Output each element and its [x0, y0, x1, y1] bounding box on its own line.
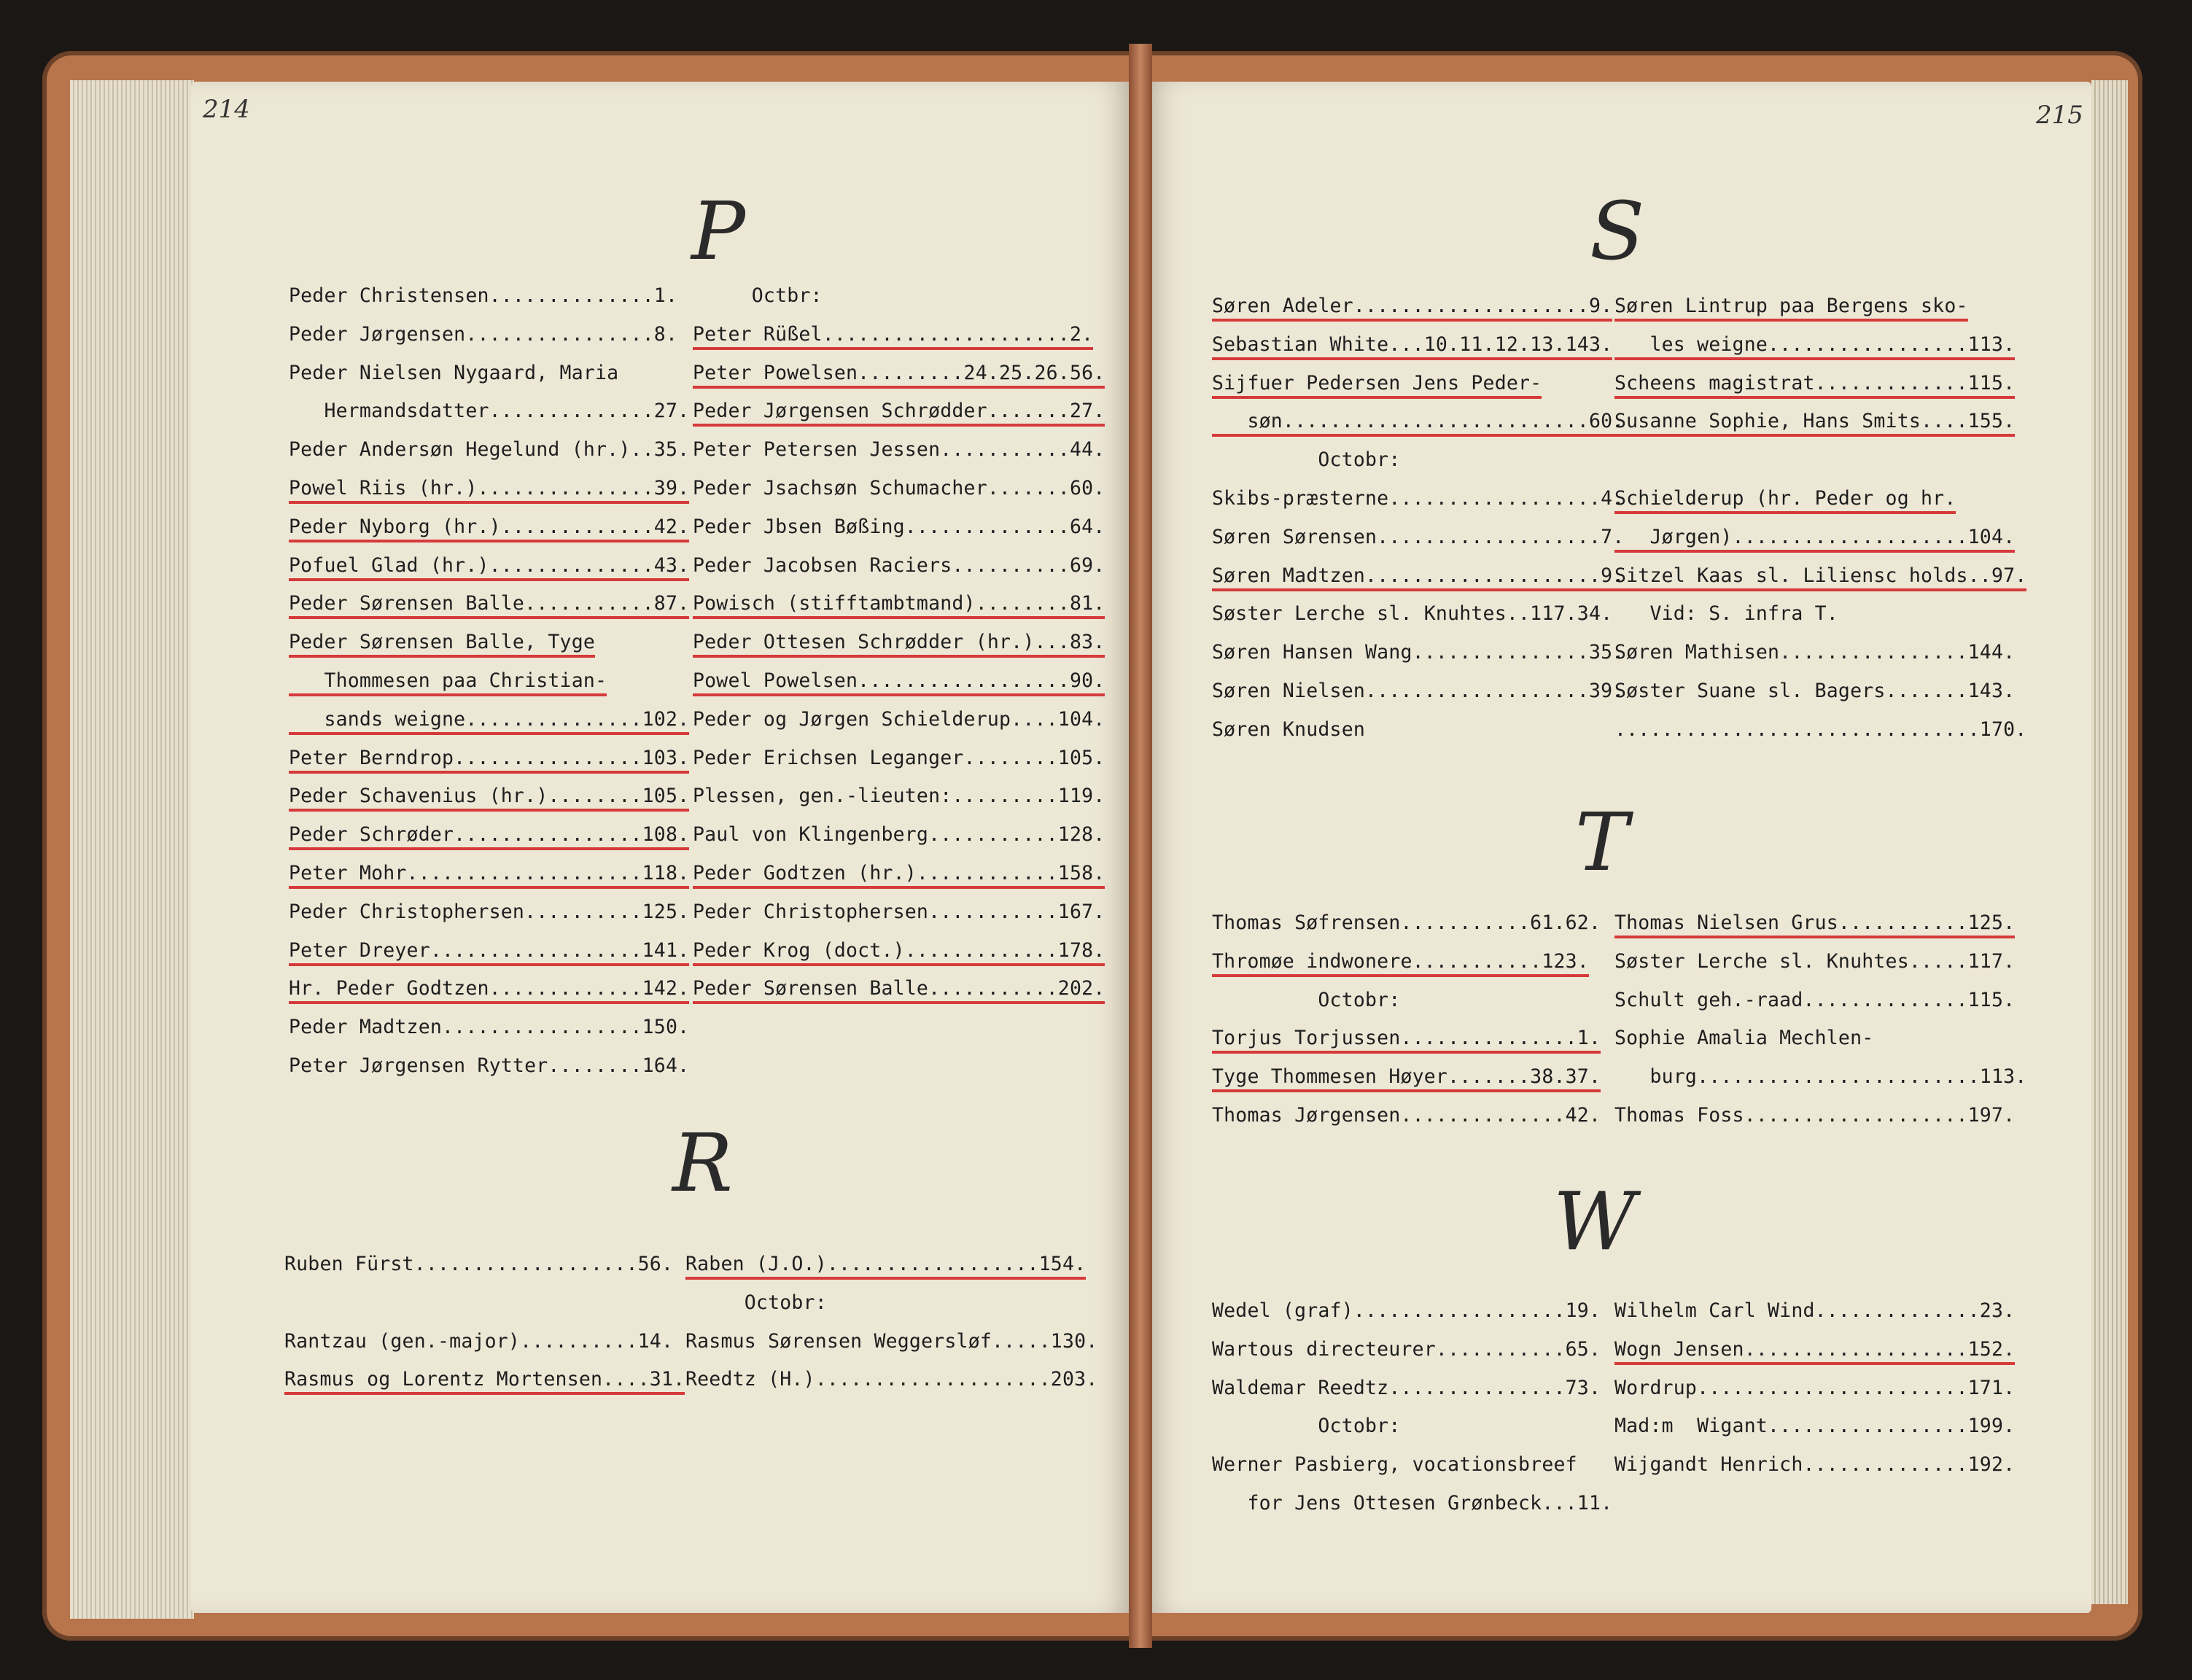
index-entry: Octobr:: [685, 1291, 827, 1314]
index-entry: Peter Dreyer..................141.: [289, 939, 689, 966]
page-edges-left: [70, 80, 194, 1619]
index-entry: Peder Christensen..............1.: [289, 284, 678, 307]
index-entry: Tyge Thommesen Høyer.......38.37.: [1212, 1065, 1601, 1092]
index-entry: Peder Sørensen Balle...........87.: [289, 592, 689, 619]
index-entry: Susanne Sophie, Hans Smits....155.: [1614, 410, 2015, 437]
index-entry: Peder Nielsen Nygaard, Maria: [289, 361, 619, 384]
index-entry: Peder Nyborg (hr.).............42.: [289, 516, 689, 542]
index-entry: Powel Riis (hr.)...............39.: [289, 477, 689, 504]
index-entry: Scheens magistrat.............115.: [1614, 372, 2015, 399]
index-entry: Pofuel Glad (hr.)..............43.: [289, 554, 689, 581]
index-entry: Peter Rüßel.....................2.: [693, 323, 1093, 350]
index-entry: Peder Sørensen Balle...........202.: [693, 977, 1105, 1004]
index-entry: Peder Ottesen Schrødder (hr.)...83.: [693, 631, 1105, 658]
index-entry: Peder Krog (doct.).............178.: [693, 939, 1105, 966]
index-entry: Peter Petersen Jessen...........44.: [693, 438, 1105, 462]
index-entry: Powisch (stifftambtmand)........81.: [693, 592, 1105, 619]
index-entry: Søren Knudsen: [1212, 718, 1366, 741]
index-entry: Peder Erichsen Leganger........105.: [693, 746, 1105, 769]
index-entry: Thomas Nielsen Grus...........125.: [1614, 911, 2015, 938]
index-entry: Wedel (graf)..................19.: [1212, 1299, 1601, 1322]
index-entry: Sijfuer Pedersen Jens Peder-: [1212, 372, 1542, 399]
index-entry: Peder Christophersen...........167.: [693, 900, 1105, 923]
index-entry: Søren Sørensen...................7.: [1212, 525, 1625, 548]
index-entry: Peter Jørgensen Rytter........164.: [289, 1054, 690, 1077]
index-entry: Octobr:: [1212, 448, 1401, 472]
index-entry: Søster Suane sl. Bagers.......143.: [1614, 680, 2016, 702]
section-letter-s: S: [1590, 184, 1645, 278]
index-entry: Peder Sørensen Balle, Tyge: [289, 631, 595, 658]
page-number-right: 215: [2036, 101, 2083, 130]
section-letter-p: P: [691, 184, 746, 278]
index-entry: Søster Lerche sl. Knuhtes.....117.: [1614, 949, 2016, 973]
index-entry: Paul von Klingenberg...........128.: [693, 823, 1105, 847]
index-entry: Werner Pasbierg, vocationsbreef: [1212, 1453, 1577, 1477]
index-entry: Peder Jacobsen Raciers..........69.: [693, 553, 1105, 577]
index-entry: Peder Jbsen Bøßing..............64.: [693, 515, 1105, 538]
index-entry: Ruben Fürst...................56.: [284, 1253, 674, 1275]
index-entry: Peder Jørgensen Schrødder.......27.: [693, 400, 1105, 427]
index-entry: Peder Andersøn Hegelund (hr.)..35.: [289, 438, 690, 462]
index-entry: Søren Mathisen................144.: [1614, 641, 2016, 664]
index-entry: Waldemar Reedtz...............73.: [1212, 1376, 1601, 1399]
index-entry: Octobr:: [1212, 1415, 1401, 1438]
index-entry: Vid: S. infra T.: [1614, 602, 1838, 626]
index-entry: Powel Powelsen..................90.: [693, 669, 1105, 696]
index-entry: Thomas Søfrensen...........61.62.: [1212, 911, 1601, 934]
index-entry: Peder Schrøder................108.: [289, 823, 689, 850]
index-entry: ...............................170.: [1614, 718, 2027, 741]
index-entry: Peder Christophersen..........125.: [289, 900, 690, 923]
section-letter-r: R: [672, 1116, 733, 1210]
index-entry: Thromøe indwonere...........123.: [1212, 950, 1589, 977]
index-entry: Peder Godtzen (hr.)............158.: [693, 862, 1105, 889]
index-entry: Wartous directeurer...........65.: [1212, 1337, 1601, 1361]
index-entry: Octobr:: [1212, 988, 1401, 1011]
index-entry: Rantzau (gen.-major)..........14.: [284, 1329, 674, 1353]
index-entry: Peter Berndrop................103.: [289, 747, 689, 774]
index-entry: søn..........................60.: [1212, 410, 1624, 437]
index-entry: Søster Lerche sl. Knuhtes..117.34.: [1212, 602, 1613, 626]
index-entry: Torjus Torjussen...............1.: [1212, 1027, 1601, 1054]
index-entry: Wilhelm Carl Wind..............23.: [1614, 1299, 2016, 1322]
index-entry: Rasmus Sørensen Weggersløf.....130.: [685, 1329, 1098, 1353]
index-entry: Søren Hansen Wang...............35.: [1212, 641, 1625, 664]
index-entry: Schielderup (hr. Peder og hr.: [1614, 487, 1956, 514]
index-entry: Mad:m Wigant.................199.: [1614, 1415, 2016, 1438]
book-spine: [1129, 44, 1152, 1648]
index-entry: Peter Powelsen.........24.25.26.56.: [693, 362, 1105, 389]
index-entry: Skibs-præsterne..................4.: [1212, 487, 1625, 510]
page-edges-right: [2091, 80, 2128, 1604]
index-entry: burg........................113.: [1614, 1065, 2027, 1089]
section-letter-t: T: [1575, 796, 1629, 889]
index-entry: Wijgandt Henrich..............192.: [1614, 1453, 2016, 1477]
index-entry: Peder Schavenius (hr.)........105.: [289, 785, 689, 812]
page-number-left: 214: [203, 95, 250, 124]
index-entry: Sebastian White...10.11.12.13.143.: [1212, 333, 1612, 360]
index-entry: Thomas Jørgensen..............42.: [1212, 1104, 1601, 1127]
index-entry: Schult geh.-raad..............115.: [1614, 988, 2016, 1011]
index-entry: for Jens Ottesen Grønbeck...11.: [1212, 1492, 1613, 1514]
index-entry: Octbr:: [693, 284, 823, 307]
index-entry: Sitzel Kaas sl. Liliensc holds..97.: [1614, 564, 2026, 591]
index-entry: Søren Madtzen....................9.: [1212, 564, 1624, 591]
index-entry: Thommesen paa Christian-: [289, 669, 607, 696]
index-entry: sands weigne...............102.: [289, 708, 689, 735]
index-entry: Raben (J.O.)..................154.: [685, 1253, 1086, 1280]
index-entry: Reedtz (H.)....................203.: [685, 1368, 1098, 1391]
index-entry: Søren Nielsen...................39.: [1212, 680, 1625, 702]
index-entry: Peter Mohr....................118.: [289, 862, 689, 889]
index-entry: Søren Lintrup paa Bergens sko-: [1614, 295, 1968, 322]
index-entry: Peder Jørgensen................8.: [289, 322, 678, 346]
index-entry: Sophie Amalia Mechlen-: [1614, 1027, 1874, 1050]
index-entry: les weigne.................113.: [1614, 333, 2015, 360]
index-entry: Hr. Peder Godtzen.............142.: [289, 977, 689, 1004]
index-entry: Plessen, gen.-lieuten:.........119.: [693, 785, 1105, 808]
index-entry: Peder og Jørgen Schielderup....104.: [693, 707, 1105, 731]
index-entry: Wogn Jensen...................152.: [1614, 1338, 2015, 1365]
index-entry: Peder Madtzen.................150.: [289, 1016, 690, 1039]
index-entry: Thomas Foss...................197.: [1614, 1104, 2016, 1127]
section-letter-w: W: [1553, 1175, 1636, 1268]
index-entry: Wordrup.......................171.: [1614, 1376, 2016, 1399]
index-entry: Peder Jsachsøn Schumacher.......60.: [693, 477, 1105, 499]
index-entry: Søren Adeler....................9.: [1212, 295, 1612, 322]
index-entry: Jørgen)....................104.: [1614, 526, 2015, 553]
index-entry: Hermandsdatter..............27.: [289, 400, 690, 423]
index-entry: Rasmus og Lorentz Mortensen....31.: [284, 1368, 685, 1395]
